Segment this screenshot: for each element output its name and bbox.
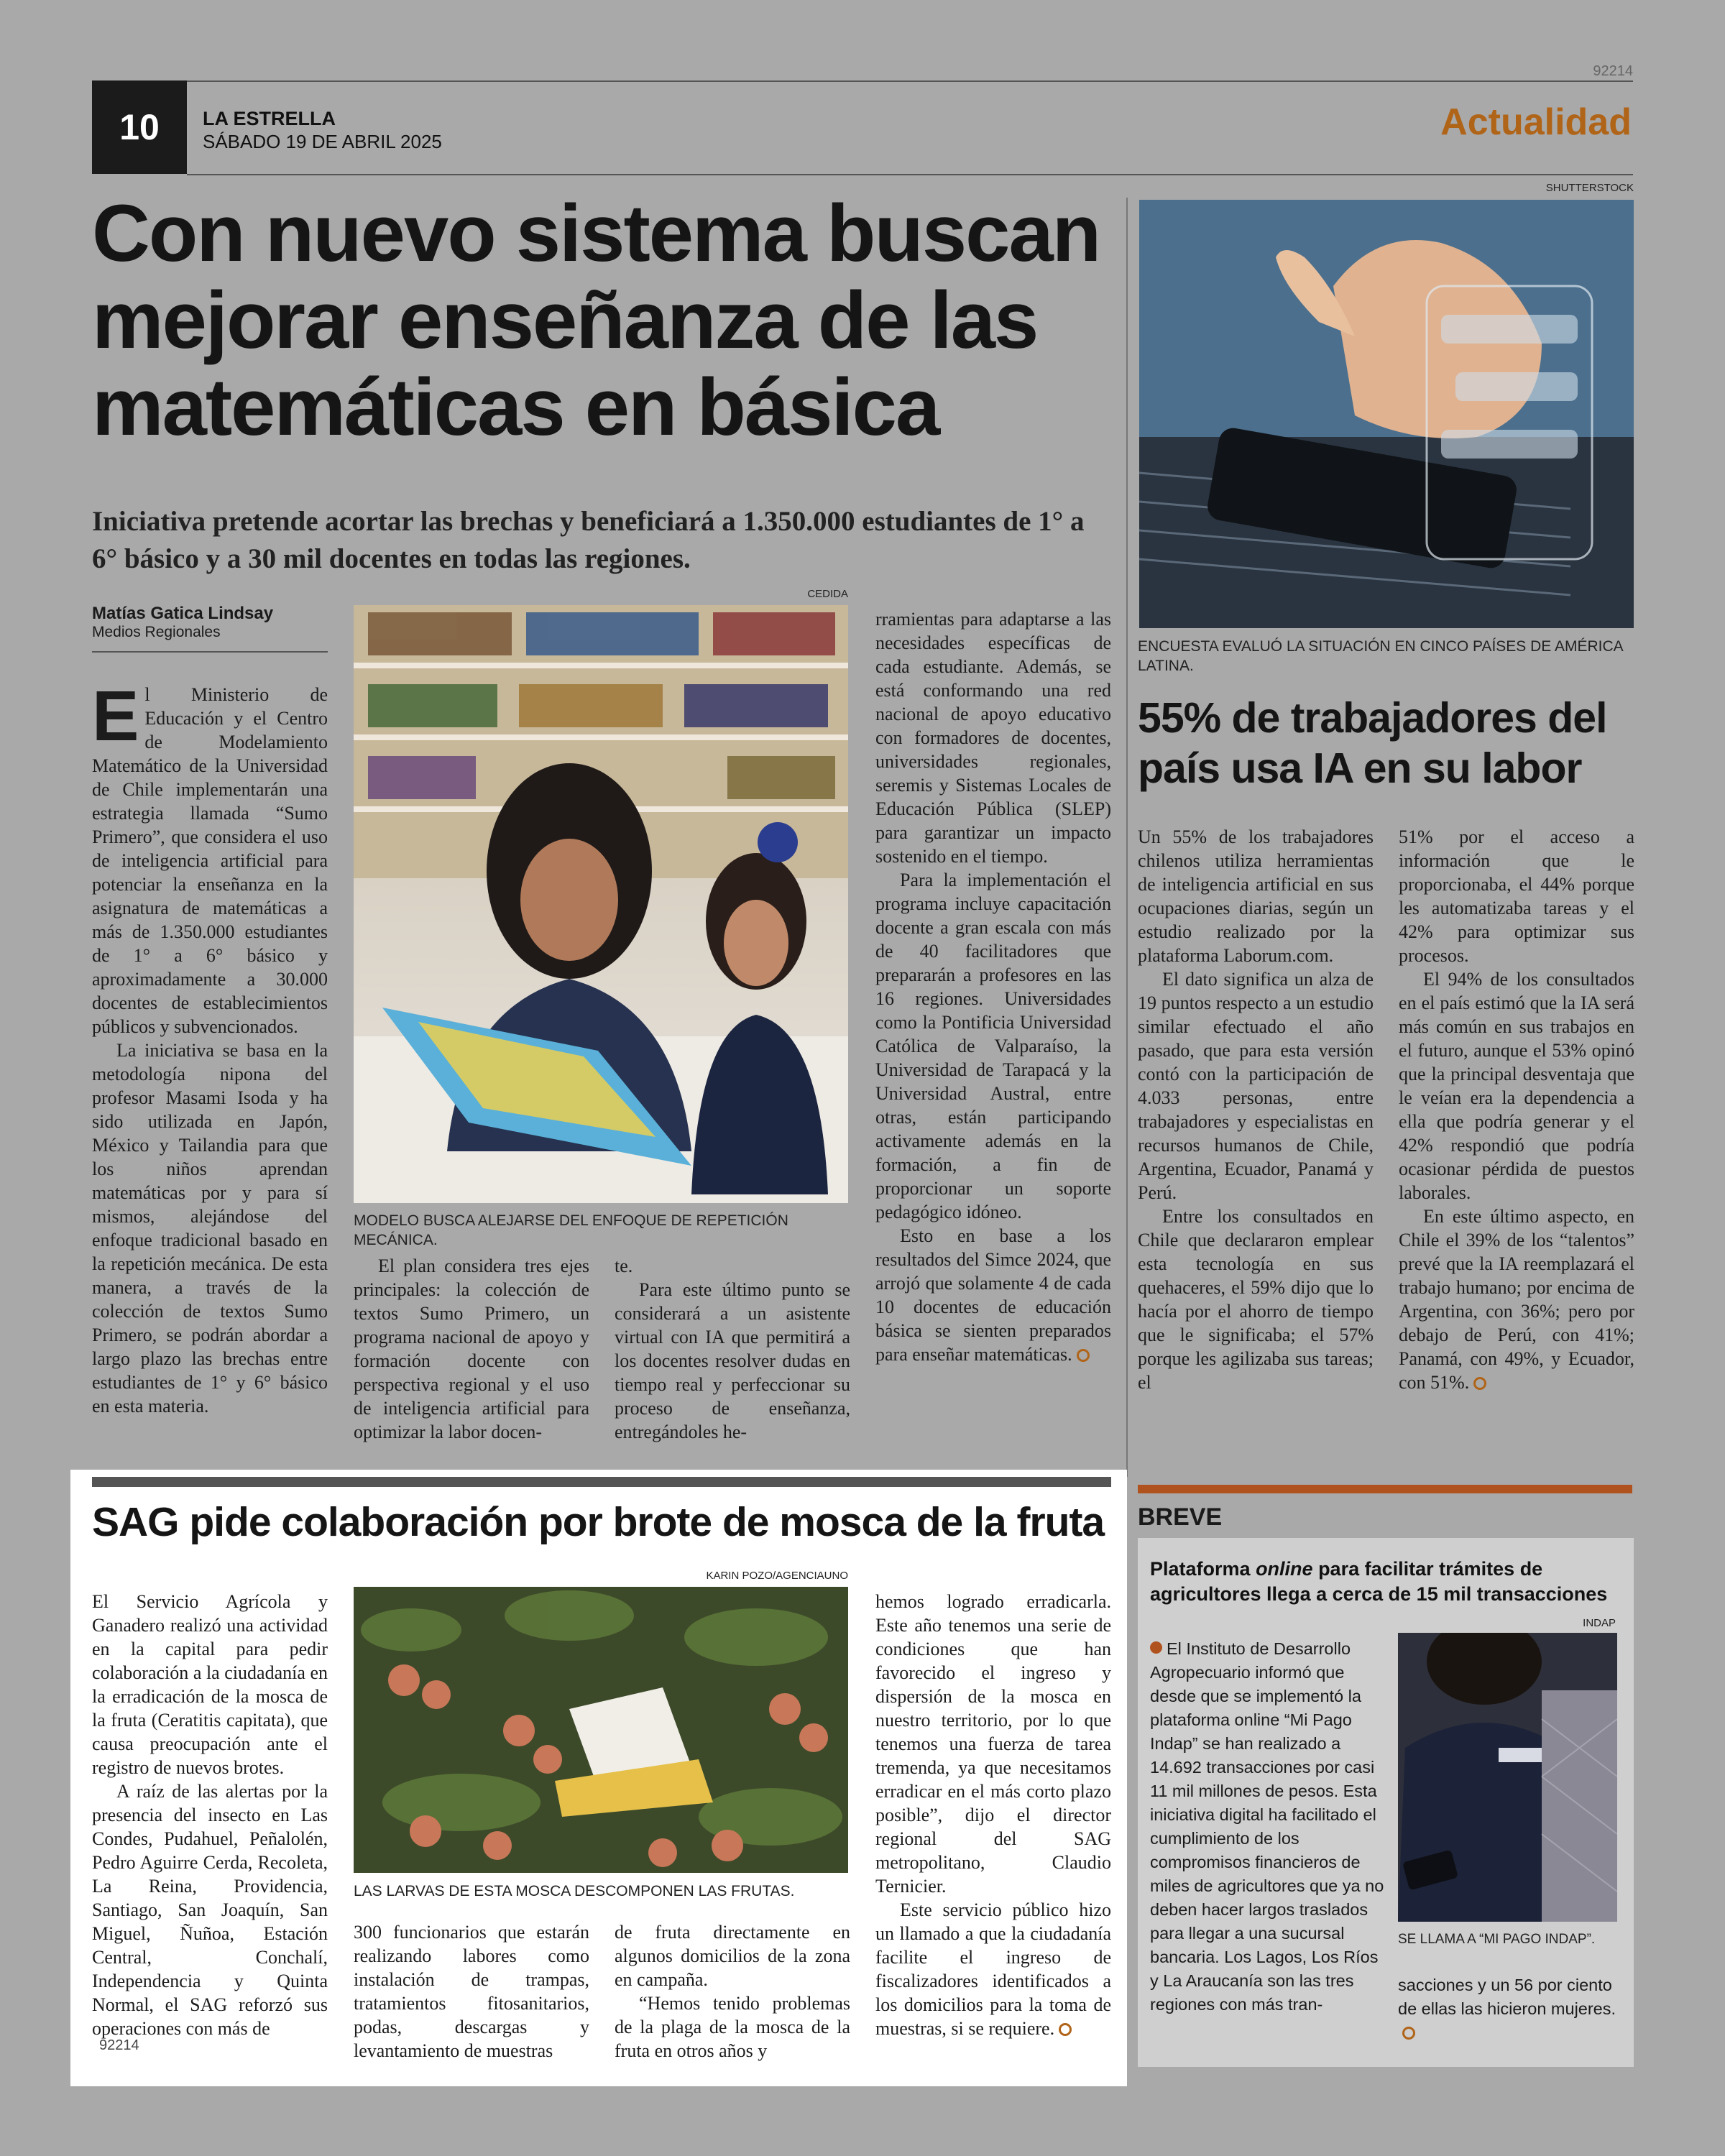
breve-photo-caption: SE LLAMA A “MI PAGO INDAP”. bbox=[1398, 1932, 1596, 1947]
main-headline: Con nuevo sistema buscan mejorar enseñanza de las matemáticas en básica bbox=[92, 188, 1100, 452]
main-col4-p2: Para la implementación el programa incluye capacitación docente a gran escala con más de 40 facilitadores que prepararán a profesores en las 16 regiones. Universidades como la Pontificia Universidad Católica de Valparaíso, la Universidad de Tarapacá y la Universidad Austral, entre otras, están participando activamente además en la formación, a fin de proporcionar un soporte pedagógico idóneo. bbox=[875, 870, 1111, 1222]
sag-col4-p1: hemos logrado erradicarla. Este año tenemos una serie de condiciones que han favorecido el ingreso y dispersión de la mosca en nuestro territorio, por lo que tenemos una fuerza de tarea tremenda, ya que necesitamos erradicar en el más corto plazo posible”, dijo el director regional del SAG metropolitano, Claudio Ternicier. bbox=[875, 1591, 1111, 1897]
main-col3-p1: te. bbox=[615, 1256, 633, 1276]
main-column-3 bbox=[615, 1254, 850, 1444]
teacher-student-photo bbox=[354, 605, 848, 1203]
main-column-1 bbox=[92, 676, 328, 1418]
sag-col1-p1: El Servicio Agrícola y Ganadero realizó una actividad en la capital para pedir colaboración a la ciudadanía en la erradicación de la mosca de la fruta (Ceratitis capitata), que causa preocupación ante el registro de nuevos brotes. bbox=[92, 1591, 328, 1778]
side-col1-p1: Un 55% de los trabajadores chilenos utiliza herramientas de inteligencia artificial en sus ocupaciones diarias, según un estudio realizado por la plataforma Laborum.com. bbox=[1138, 826, 1374, 966]
side-column-1 bbox=[1138, 825, 1374, 1394]
drop-cap: E bbox=[92, 676, 139, 755]
sag-column-3 bbox=[615, 1920, 850, 2063]
section-label: Actualidad bbox=[1440, 101, 1632, 143]
main-col1-p1: l Ministerio de Educación y el Centro de Modelamiento Matemático de la Universidad de Chile implementarán una estrategia llamada “Sumo Primero”, que considera el uso de inteligencia artificial para potenciar la enseñanza en la asignatura de matemáticas a más de 1.350.000 estudiantes de 1° a 6° básico y aproximadamente a 30.000 docentes de establecimientos públicos y subvencionados. bbox=[92, 684, 328, 1037]
breve-headline-post: para facilitar trámites de agricultores llega a cerca de 15 mil transacciones bbox=[1150, 1558, 1608, 1606]
sag-photo-credit: KARIN POZO/AGENCIAUNO bbox=[706, 1570, 848, 1582]
side-col2-p2: El 94% de los consultados en el país estimó que la IA será más común en sus trabajos en el futuro, aunque el 53% opinó que la principal desventaja que le veían era la dependencia a ella que podría generar y el 42% respondió que podría ocasionar pérdida de puestos laborales. bbox=[1399, 969, 1634, 1203]
main-photo-credit: CEDIDA bbox=[807, 588, 848, 600]
page-code: 92214 bbox=[1593, 63, 1633, 79]
main-col4-p1: rramientas para adaptarse a las necesidades específicas de cada estudiante. Además, se está conformando una red nacional de apoyo educativo con formadores de docentes, universidades regionales, seremis y Sistemas Locales de Educación Pública (SLEP) para garantizar un impacto sostenido en el tiempo. bbox=[875, 609, 1111, 867]
sag-col3-p2: “Hemos tenido problemas de la plaga de la mosca de la fruta en otros años y bbox=[615, 1993, 850, 2061]
main-col2-p1: El plan considera tres ejes principales: la colección de textos Sumo Primero, un programa nacional de apoyo y formación docente con perspectiva regional y el uso de inteligencia artificial para optimizar la labor docen- bbox=[354, 1256, 589, 1442]
main-photo-caption: MODELO BUSCA ALEJARSE DEL ENFOQUE DE REPETICIÓN MECÁNICA. bbox=[354, 1212, 788, 1249]
sag-photo-caption: LAS LARVAS DE ESTA MOSCA DESCOMPONEN LAS FRUTAS. bbox=[354, 1883, 795, 1899]
bottom-code: 92214 bbox=[99, 2037, 139, 2053]
indap-photo bbox=[1398, 1633, 1617, 1922]
indap-worker-illustration bbox=[1398, 1633, 1617, 1922]
sag-column-1 bbox=[92, 1590, 328, 2040]
breve-rule bbox=[1138, 1485, 1632, 1493]
end-mark-icon bbox=[1473, 1377, 1486, 1390]
end-mark-icon bbox=[1077, 1349, 1090, 1362]
breve-column-1 bbox=[1150, 1637, 1386, 2017]
main-col1-p2: La iniciativa se basa en la metodología nipona del profesor Masami Isoda y ha sido utilizada en Japón, México y Tailandia para que los niños aprendan matemáticas por y para sí mismos, alejándose del enfoque tradicional basado en la repetición mecánica. De esta manera, a través de la colección de textos Sumo Primero, se podrán abordar a largo plazo las brechas entre estudiantes de 1° y 6° básico en esta materia. bbox=[92, 1040, 328, 1416]
main-deck: Iniciativa pretende acortar las brechas y beneficiará a 1.350.000 estudiantes de 1° a 6° básico y a 30 mil docentes en todas las regiones. bbox=[92, 506, 1085, 574]
side-photo-credit: SHUTTERSTOCK bbox=[1545, 182, 1634, 194]
breve-col2-p1: sacciones y un 56 por ciento de ellas las hicieron mujeres. bbox=[1398, 1976, 1616, 2018]
byline-rule bbox=[92, 651, 328, 653]
bullet-icon bbox=[1150, 1641, 1162, 1654]
sag-col2-p1: 300 funcionarios que estarán realizando labores como instalación de trampas, tratamientos fitosanitarios, podas, descargas y levantamiento de muestras bbox=[354, 1922, 589, 2061]
author-org: Medios Regionales bbox=[92, 624, 221, 640]
sag-column-2 bbox=[354, 1920, 589, 2063]
sag-headline: SAG pide colaboración por brote de mosca de la fruta bbox=[92, 1499, 1105, 1545]
fruit-trap-photo bbox=[354, 1587, 848, 1873]
breve-column-2 bbox=[1398, 1973, 1621, 2045]
phone-hand-photo bbox=[1139, 200, 1634, 628]
breve-label: BREVE bbox=[1138, 1503, 1223, 1531]
author-name: Matías Gatica Lindsay bbox=[92, 604, 274, 623]
breve-col1-p1: El Instituto de Desarrollo Agropecuario informó que desde que se implementó la plataforma online “Mi Pago Indap” se han realizado a 14.692 transacciones por casi 11 mil millones de pesos. Esta iniciativa digital ha facilitado el cumplimiento de los compromisos financieros de miles de agricultores que ya no deben hacer largos traslados para llegar a una sucursal bancaria. Los Lagos, Los Ríos y La Araucanía son las tres regiones con más tran- bbox=[1150, 1639, 1384, 2014]
breve-photo-credit: INDAP bbox=[1583, 1617, 1616, 1629]
main-col4-p3: Esto en base a los resultados del Simce 2024, que arrojó que solamente 4 de cada 10 docentes de educación básica se sienten preparados para enseñar matemáticas. bbox=[875, 1225, 1111, 1365]
publication-name: LA ESTRELLA bbox=[203, 108, 336, 129]
fruit-tree-illustration bbox=[354, 1587, 848, 1873]
main-column-4 bbox=[875, 607, 1111, 1366]
side-headline: 55% de trabajadores del país usa IA en su labor bbox=[1138, 694, 1607, 792]
phone-hand-illustration bbox=[1139, 200, 1634, 628]
main-column-2 bbox=[354, 1254, 589, 1444]
side-col2-p3: En este último aspecto, en Chile el 39% de los “talentos” prevé que la IA reemplazará el trabajo humano; por encima de Argentina, con 36%; pero por debajo de Perú, con 41%; Panamá, con 49%, y Ecuador, con 51%. bbox=[1399, 1206, 1634, 1393]
header-bottom-rule bbox=[187, 174, 1633, 175]
teacher-student-illustration bbox=[354, 605, 848, 1203]
end-mark-icon bbox=[1402, 2027, 1415, 2040]
publication-date: SÁBADO 19 DE ABRIL 2025 bbox=[203, 131, 442, 152]
header-rule bbox=[92, 80, 1633, 82]
breve-headline-italic: online bbox=[1256, 1558, 1313, 1580]
side-col2-p1: 51% por el acceso a información que le proporcionaba, el 44% porque les automatizaba tareas y el 42% para optimizar sus procesos. bbox=[1399, 826, 1634, 966]
sag-top-rule bbox=[92, 1477, 1111, 1487]
main-col3-p2: Para este último punto se considerará a un asistente virtual con IA que permitirá a los docentes resolver dudas en tiempo real y perfeccionar su proceso de enseñanza, entregándoles he- bbox=[615, 1279, 850, 1442]
sag-column-4 bbox=[875, 1590, 1111, 2040]
side-column-2 bbox=[1399, 825, 1634, 1394]
column-divider bbox=[1126, 198, 1128, 1477]
sag-col3-p1: de fruta directamente en algunos domicilios de la zona en campaña. bbox=[615, 1922, 850, 1990]
side-col1-p2: El dato significa un alza de 19 puntos respecto a un estudio similar efectuado el año pasado, que para esta versión contó con la participación de 4.033 personas, entre trabajadores y especialistas en recursos humanos de Chile, Argentina, Ecuador, Panamá y Perú. bbox=[1138, 969, 1374, 1203]
side-photo-caption: ENCUESTA EVALUÓ LA SITUACIÓN EN CINCO PAÍSES DE AMÉRICA LATINA. bbox=[1138, 638, 1623, 675]
sag-col4-p2: Este servicio público hizo un llamado a que la ciudadanía facilite el ingreso de fiscalizadores identificados a los domicilios para la toma de muestras, si se requiere. bbox=[875, 1899, 1111, 2039]
breve-headline-pre: Plataforma bbox=[1150, 1558, 1256, 1580]
page-number: 10 bbox=[92, 80, 187, 174]
end-mark-icon bbox=[1059, 2023, 1072, 2036]
sag-col1-p2: A raíz de las alertas por la presencia del insecto en Las Condes, Pudahuel, Peñalolén, Pedro Aguirre Cerda, Recoleta, La Reina, Providencia, Santiago, San Joaquín, San Miguel, Ñuñoa, Estación Central, Conchalí, Independencia y Quinta Normal, el SAG reforzó sus operaciones con más de bbox=[92, 1781, 328, 2039]
breve-headline bbox=[1150, 1557, 1624, 1607]
side-col1-p3: Entre los consultados en Chile que declararon emplear esta tecnología en sus quehaceres, el 59% dijo que lo hacía por el ahorro de tiempo que le significaba; el 57% porque les agilizaba sus tareas; el bbox=[1138, 1206, 1374, 1393]
